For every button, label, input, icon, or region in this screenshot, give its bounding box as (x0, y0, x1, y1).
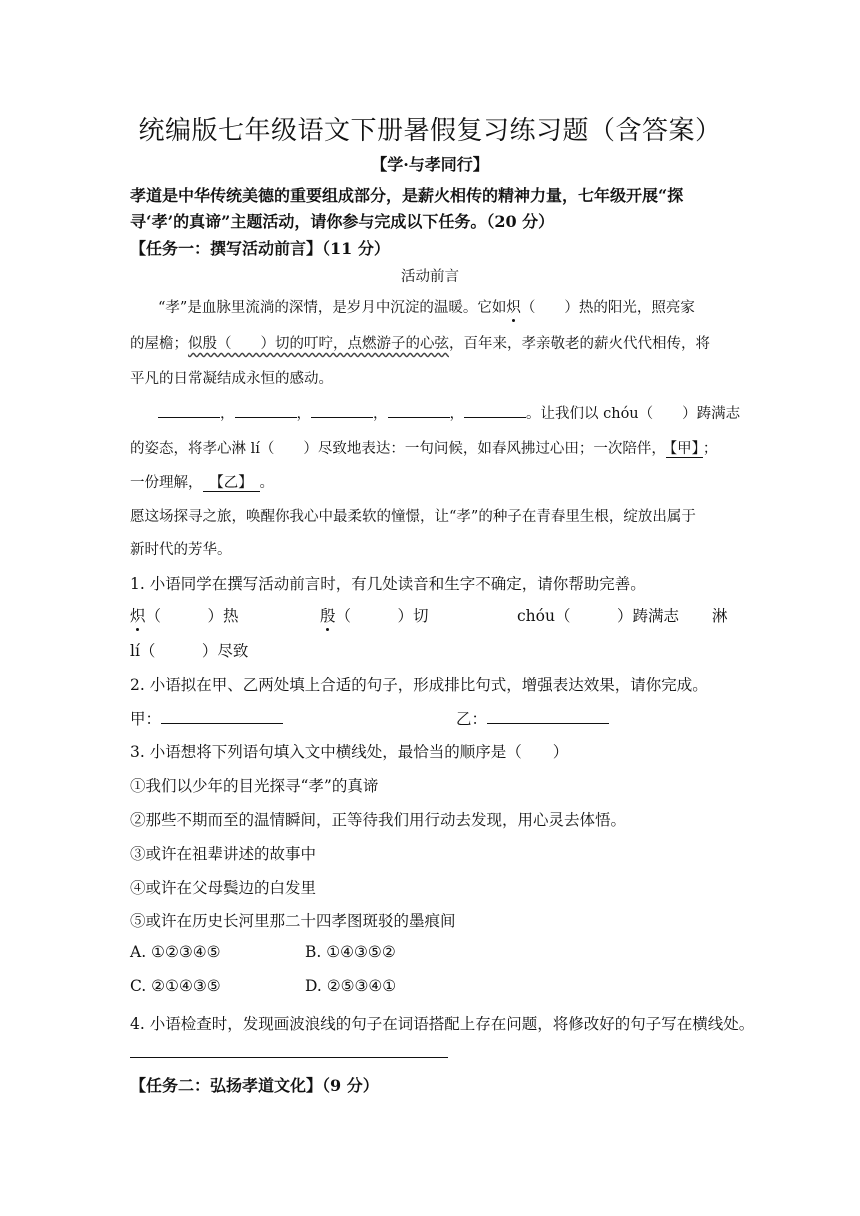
q1-item-yin[interactable]: 殷（ ）切 (320, 604, 429, 626)
q3-sentence-3: ③或许在祖辈讲述的故事中 (130, 845, 317, 863)
q3-stem: 3. 小语想将下列语句填入文中横线处，最恰当的顺序是（ ） (130, 743, 569, 761)
wavy-underlined-sentence: 似殷（ ）切的叮咛，点燃游子的心弦 (188, 336, 449, 352)
dotted-char-chi: 炽 (506, 296, 521, 317)
passage-p2-line1: ， ， ， ， 。让我们以 chóu（ ）踌满志 (158, 402, 740, 423)
q3-option-c[interactable]: C. ②①④③⑤ (130, 977, 221, 995)
blank-jia[interactable]: 【甲】 (666, 441, 703, 458)
section-subtitle: 【学·与孝同行】 (371, 155, 489, 174)
blank-yi[interactable]: 【乙】 (203, 475, 260, 492)
task2-heading: 【任务二：弘扬孝道文化】（9 分） (130, 1076, 379, 1095)
q2-yi-answer-line[interactable] (487, 723, 609, 724)
q1-stem: 1. 小语同学在撰写活动前言时，有几处读音和生字不确定，请你帮助完善。 (130, 575, 646, 593)
q1-item-chou[interactable]: chóu（ ）踌满志 (517, 607, 679, 625)
q2-jia: 甲： (130, 707, 283, 729)
q2-jia-answer-line[interactable] (161, 723, 283, 724)
q2-yi: 乙： (456, 707, 609, 729)
blank-5[interactable] (464, 417, 526, 418)
passage-p2-line2: 的姿态，将孝心淋 lí（ ）尽致地表达：一句问候，如春风拂过心田；一次陪伴， 【甲】 ； (130, 441, 718, 457)
blank-4[interactable] (388, 417, 450, 418)
task1-heading: 【任务一：撰写活动前言】（11 分） (130, 239, 390, 258)
page-title: 统编版七年级语文下册暑假复习练习题（含答案） (138, 116, 722, 146)
passage-p3-line1: 愿这场探寻之旅，唤醒你我心中最柔软的憧憬，让“孝”的种子在青春里生根，绽放出属于 (130, 509, 696, 525)
passage-p1-line2: 的屋檐；似殷（ ）切的叮咛，点燃游子的心弦，百年来，孝亲敬老的薪火代代相传，将 (130, 336, 710, 352)
passage-p1-line3: 平凡的日常凝结成永恒的感动。 (130, 371, 333, 387)
q4-answer-line[interactable] (130, 1057, 448, 1058)
passage-p1-line1: “孝”是血脉里流淌的深情，是岁月中沉淀的温暖。它如炽（ ）热的阳光，照亮家 (158, 296, 695, 317)
q3-sentence-5: ⑤或许在历史长河里那二十四孝图斑驳的墨痕间 (130, 912, 456, 930)
q3-option-a[interactable]: A. ①②③④⑤ (130, 943, 221, 961)
q3-option-b[interactable]: B. ①④③⑤② (305, 943, 396, 961)
q3-sentence-2: ②那些不期而至的温情瞬间，正等待我们用行动去发现，用心灵去体悟。 (130, 811, 627, 829)
q3-sentence-4: ④或许在父母鬓边的白发里 (130, 879, 317, 897)
q3-option-d[interactable]: D. ②⑤③④① (305, 977, 397, 995)
q2-stem: 2. 小语拟在甲、乙两处填上合适的句子，形成排比句式，增强表达效果，请你完成。 (130, 676, 708, 694)
passage-title: 活动前言 (401, 269, 459, 285)
q1-item-li[interactable]: lí（ ）尽致 (130, 642, 249, 660)
intro-line-2: 寻‘孝’的真谛”主题活动，请你参与完成以下任务。（20 分） (130, 212, 555, 231)
q1-item-chi[interactable]: 炽（ ）热 (130, 604, 239, 626)
q3-sentence-1: ①我们以少年的目光探寻“孝”的真谛 (130, 777, 379, 795)
passage-p2-line3: 一份理解， 【乙】 。 (130, 475, 274, 491)
passage-p3-line2: 新时代的芳华。 (130, 542, 232, 558)
q4-stem: 4. 小语检查时，发现画波浪线的句子在词语搭配上存在问题，将修改好的句子写在横线处。 (130, 1015, 755, 1033)
blank-3[interactable] (311, 417, 373, 418)
blank-1[interactable] (158, 417, 220, 418)
q1-item-lin-char: 淋 (712, 607, 728, 625)
intro-line-1: 孝道是中华传统美德的重要组成部分，是薪火相传的精神力量，七年级开展“探 (130, 186, 684, 205)
blank-2[interactable] (235, 417, 297, 418)
